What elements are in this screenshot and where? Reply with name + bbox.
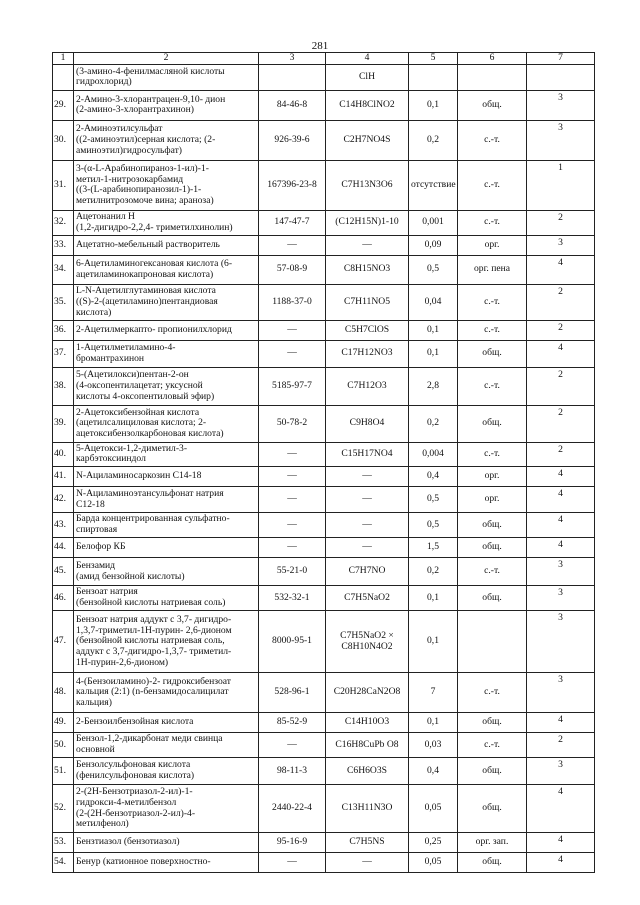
- table-row: [53, 90, 595, 120]
- cas-number-cell: 926-39-6: [259, 120, 326, 160]
- substance-name-line: (амид бензойной кислоты): [76, 570, 185, 582]
- table-row: [53, 442, 595, 466]
- hazard-class-cell: 4: [527, 785, 595, 833]
- hazard-class-cell: 3: [527, 673, 595, 713]
- table-row: [53, 513, 595, 538]
- harm-indicator-cell: общ.: [458, 785, 527, 833]
- hazard-class-cell: 3: [527, 235, 595, 255]
- limit-value-cell: 0,5: [409, 255, 458, 284]
- cas-number-cell: 8000-95-1: [259, 611, 326, 673]
- cas-number-cell: 50-78-2: [259, 405, 326, 442]
- row-number-cell: 48.: [53, 673, 74, 713]
- substance-name-cell: [74, 467, 259, 487]
- limit-value-cell: 0,2: [409, 120, 458, 160]
- table-row: [53, 758, 595, 785]
- formula-cell: C14H8ClNO2: [326, 90, 409, 120]
- row-number-cell: 30.: [53, 120, 74, 160]
- substance-name-cell: [74, 713, 259, 733]
- cas-number-cell: 55-21-0: [259, 558, 326, 586]
- substance-name-line: 5-(Ацетилокси)пентан-2-он: [76, 369, 189, 381]
- substance-name-line: Бензоат натрия: [76, 586, 138, 598]
- hazard-class-cell: 3: [527, 611, 595, 673]
- table-row: [53, 833, 595, 853]
- substance-name-line: бромантрахинон: [76, 352, 145, 364]
- limit-value-cell: [409, 64, 458, 90]
- substance-name-cell: [74, 284, 259, 320]
- cas-number-cell: —: [259, 853, 326, 873]
- row-number-cell: 53.: [53, 833, 74, 853]
- hazard-class-cell: 2: [527, 733, 595, 758]
- substance-name-line: карбэтоксииндол: [76, 453, 146, 465]
- cas-number-cell: 57-08-9: [259, 255, 326, 284]
- table-row: [53, 611, 595, 673]
- harm-indicator-cell: общ.: [458, 405, 527, 442]
- harm-indicator-cell: общ.: [458, 853, 527, 873]
- harm-indicator-cell: общ.: [458, 90, 527, 120]
- formula-cell: —: [326, 487, 409, 513]
- table-row: [53, 487, 595, 513]
- formula-cell: C5H7ClOS: [326, 320, 409, 340]
- substance-name-line: 2-Бензоилбензойная кислота: [76, 716, 194, 728]
- cas-number-cell: —: [259, 235, 326, 255]
- substance-name-line: 1Н-пурин-2,6-дионом): [76, 656, 169, 668]
- cas-number-cell: 5185-97-7: [259, 367, 326, 405]
- harm-indicator-cell: с.-т.: [458, 284, 527, 320]
- cas-number-cell: 84-46-8: [259, 90, 326, 120]
- formula-cell: C20H28CaN2O8: [326, 673, 409, 713]
- limit-value-cell: 0,1: [409, 713, 458, 733]
- cas-number-cell: 2440-22-4: [259, 785, 326, 833]
- row-number-cell: 29.: [53, 90, 74, 120]
- substance-name-line: N-Ациламиноэтансульфонат натрия: [76, 487, 224, 499]
- harm-indicator-cell: с.-т.: [458, 160, 527, 210]
- substance-name-cell: [74, 513, 259, 538]
- harm-indicator-cell: орг.: [458, 487, 527, 513]
- substance-name-line: (1,2-дигидро-2,2,4- триметилхинолин): [76, 221, 233, 233]
- cas-number-cell: 147-47-7: [259, 210, 326, 235]
- table-row: [53, 673, 595, 713]
- cas-number-cell: —: [259, 538, 326, 558]
- substance-name-line: спиртовая: [76, 524, 118, 536]
- substance-name-cell: [74, 120, 259, 160]
- formula-cell: C7H7NO: [326, 558, 409, 586]
- limit-value-cell: отсутствие: [409, 160, 458, 210]
- limit-value-cell: 0,5: [409, 487, 458, 513]
- harm-indicator-cell: с.-т.: [458, 210, 527, 235]
- table-row: [53, 558, 595, 586]
- hazard-class-cell: 1: [527, 160, 595, 210]
- formula-cell: —: [326, 467, 409, 487]
- hazard-class-cell: 4: [527, 853, 595, 873]
- cas-number-cell: 528-96-1: [259, 673, 326, 713]
- substance-name-cell: [74, 255, 259, 284]
- formula-cell: C15H17NO4: [326, 442, 409, 466]
- substance-name-line: Ацетонанил Н: [76, 211, 135, 222]
- row-number-cell: 41.: [53, 467, 74, 487]
- formula-cell: C7H13N3O6: [326, 160, 409, 210]
- row-number-cell: 46.: [53, 586, 74, 611]
- row-number-cell: 44.: [53, 538, 74, 558]
- substance-name-cell: [74, 586, 259, 611]
- limit-value-cell: 7: [409, 673, 458, 713]
- table-row: [53, 210, 595, 235]
- formula-cell: C7H11NO5: [326, 284, 409, 320]
- substance-name-cell: [74, 367, 259, 405]
- harm-indicator-cell: общ.: [458, 538, 527, 558]
- limit-value-cell: 0,03: [409, 733, 458, 758]
- substance-name-cell: [74, 758, 259, 785]
- substance-name-line: аминоэтил)гидросульфат): [76, 144, 183, 156]
- limit-value-cell: 0,25: [409, 833, 458, 853]
- substance-name-cell: [74, 733, 259, 758]
- harm-indicator-cell: орг.: [458, 235, 527, 255]
- limit-value-cell: 0,004: [409, 442, 458, 466]
- table-row: [53, 160, 595, 210]
- substance-name-line: Бензол-1,2-дикарбонат меди свинца: [76, 733, 223, 745]
- cas-number-cell: 85-52-9: [259, 713, 326, 733]
- table-row: [53, 538, 595, 558]
- row-number-cell: 36.: [53, 320, 74, 340]
- formula-cell: (C12H15N)1-10: [326, 210, 409, 235]
- cas-number-cell: 1188-37-0: [259, 284, 326, 320]
- harm-indicator-cell: с.-т.: [458, 442, 527, 466]
- limit-value-cell: 0,4: [409, 758, 458, 785]
- harm-indicator-cell: орг. пена: [458, 255, 527, 284]
- hazard-class-cell: 2: [527, 320, 595, 340]
- column-header: 3: [259, 53, 326, 65]
- limit-value-cell: 0,1: [409, 90, 458, 120]
- substance-name-cell: [74, 538, 259, 558]
- harm-indicator-cell: общ.: [458, 758, 527, 785]
- harm-indicator-cell: [458, 64, 527, 90]
- substance-name-line: кислота): [76, 306, 112, 318]
- substance-name-line: ацетоксибензолкарбоновая кислота): [76, 428, 224, 440]
- cas-number-cell: —: [259, 467, 326, 487]
- limit-value-cell: 0,1: [409, 340, 458, 367]
- substance-name-line: 3-(α-L-Арабинопираноз-1-ил)-1-: [76, 162, 209, 174]
- cas-number-cell: —: [259, 733, 326, 758]
- substance-name-line: метилфенол): [76, 818, 129, 830]
- hazard-class-cell: 2: [527, 367, 595, 405]
- cas-number-cell: —: [259, 513, 326, 538]
- cas-number-cell: —: [259, 340, 326, 367]
- substance-name-line: (бензойной кислоты натриевая соль,: [76, 635, 225, 647]
- hazard-class-cell: 4: [527, 487, 595, 513]
- harm-indicator-cell: общ.: [458, 513, 527, 538]
- table-header-row: [53, 53, 595, 65]
- cas-number-cell: —: [259, 320, 326, 340]
- formula-cell: —: [326, 235, 409, 255]
- formula-cell: ClH: [326, 64, 409, 90]
- hazard-class-cell: [527, 64, 595, 90]
- substance-name-line: метилнитрозомоче вина; араноза): [76, 194, 214, 206]
- substance-name-line: 1,3,7-триметил-1Н-пурин- 2,6-дионом: [76, 624, 232, 636]
- table-row: [53, 405, 595, 442]
- hazard-class-cell: 4: [527, 513, 595, 538]
- hazard-class-cell: 4: [527, 713, 595, 733]
- hazard-class-cell: 4: [527, 467, 595, 487]
- page-number: 281: [311, 40, 329, 52]
- limit-value-cell: 0,1: [409, 586, 458, 611]
- row-number-cell: 45.: [53, 558, 74, 586]
- row-number-cell: 50.: [53, 733, 74, 758]
- harm-indicator-cell: орг.: [458, 467, 527, 487]
- hazard-class-cell: 3: [527, 586, 595, 611]
- row-number-cell: 33.: [53, 235, 74, 255]
- column-header: 6: [458, 53, 527, 65]
- table-row: [53, 853, 595, 873]
- hazard-class-cell: 4: [527, 255, 595, 284]
- substance-name-line: Ацетатно-мебельный растворитель: [76, 238, 220, 250]
- formula-cell: C7H12O3: [326, 367, 409, 405]
- formula-cell: C16H8CuPb O8: [326, 733, 409, 758]
- row-number-cell: 52.: [53, 785, 74, 833]
- formula-cell: —: [326, 513, 409, 538]
- substance-name-line: кальция): [76, 697, 112, 709]
- row-number-cell: 43.: [53, 513, 74, 538]
- substance-name-line: Барда концентрированная сульфатно-: [76, 513, 230, 525]
- substance-name-cell: [74, 611, 259, 673]
- row-number-cell: 40.: [53, 442, 74, 466]
- row-number-cell: 34.: [53, 255, 74, 284]
- limit-value-cell: 0,5: [409, 513, 458, 538]
- substance-name-cell: [74, 160, 259, 210]
- formula-cell: —: [326, 853, 409, 873]
- substance-name-line: 2-Аминоэтилсульфат: [76, 123, 163, 135]
- harm-indicator-cell: общ.: [458, 713, 527, 733]
- row-number-cell: [53, 64, 74, 90]
- column-header: 1: [53, 53, 74, 65]
- row-number-cell: 54.: [53, 853, 74, 873]
- limit-value-cell: 1,5: [409, 538, 458, 558]
- substance-name-line: 5-Ацетокси-1,2-диметил-3-: [76, 442, 188, 454]
- substance-name-line: 2-Ацетоксибензойная кислота: [76, 406, 200, 418]
- formula-cell: C7H5NaO2: [326, 586, 409, 611]
- formula-cell: C7H5NS: [326, 833, 409, 853]
- substance-name-line: Бензтиазол (бензотиазол): [76, 836, 180, 848]
- substance-name-line: (4-оксопентилацетат; уксусной: [76, 379, 203, 391]
- limit-value-cell: 0,2: [409, 405, 458, 442]
- substance-name-cell: [74, 673, 259, 713]
- cas-number-cell: 95-16-9: [259, 833, 326, 853]
- formula-cell: C8H15NO3: [326, 255, 409, 284]
- harm-indicator-cell: с.-т.: [458, 733, 527, 758]
- hazard-class-cell: 4: [527, 340, 595, 367]
- substance-name-cell: [74, 64, 259, 90]
- hazard-class-cell: 2: [527, 442, 595, 466]
- substance-name-cell: [74, 340, 259, 367]
- row-number-cell: 38.: [53, 367, 74, 405]
- substance-name-cell: [74, 405, 259, 442]
- substance-name-cell: [74, 558, 259, 586]
- substance-name-line: 2-Ацетилмеркапто- пропионилхлорид: [76, 323, 232, 335]
- substance-name-cell: [74, 487, 259, 513]
- formula-cell: C9H8O4: [326, 405, 409, 442]
- harm-indicator-cell: орг. зап.: [458, 833, 527, 853]
- table-row: [53, 255, 595, 284]
- limit-value-cell: 0,05: [409, 785, 458, 833]
- substance-name-line: ((2-аминоэтил)серная кислота; (2-: [76, 133, 216, 145]
- table-row: [53, 120, 595, 160]
- cas-number-cell: 167396-23-8: [259, 160, 326, 210]
- substance-name-line: (2-(2Н-бензотриазол-2-ил)-4-: [76, 807, 196, 819]
- substance-name-line: ацетиламинокапроновая кислота): [76, 268, 214, 280]
- harm-indicator-cell: с.-т.: [458, 320, 527, 340]
- formula-cell: C2H7NO4S: [326, 120, 409, 160]
- substance-name-line: ((S)-2-(ацетиламино)пентандиовая: [76, 295, 218, 307]
- hazard-class-cell: 2: [527, 405, 595, 442]
- row-number-cell: 37.: [53, 340, 74, 367]
- formula-cell: C6H6O3S: [326, 758, 409, 785]
- column-header: 7: [527, 53, 595, 65]
- substance-name-cell: [74, 833, 259, 853]
- row-number-cell: 51.: [53, 758, 74, 785]
- substance-name-line: 6-Ацетиламиногексановая кислота (6-: [76, 258, 233, 269]
- substance-name-line: С12-18: [76, 498, 105, 510]
- row-number-cell: 31.: [53, 160, 74, 210]
- row-number-cell: 49.: [53, 713, 74, 733]
- table-row: [53, 64, 595, 90]
- formula-cell: C14H10O3: [326, 713, 409, 733]
- hazard-class-cell: 4: [527, 538, 595, 558]
- substance-name-line: 1-Ацетилметиламино-4-: [76, 342, 176, 353]
- substance-name-line: 4-(Бензоиламино)-2- гидроксибензоат: [76, 675, 231, 687]
- column-header: 2: [74, 53, 259, 65]
- formula-cell: C13H11N3O: [326, 785, 409, 833]
- limit-value-cell: 0,04: [409, 284, 458, 320]
- harm-indicator-cell: с.-т.: [458, 558, 527, 586]
- limit-value-cell: 0,2: [409, 558, 458, 586]
- limit-value-cell: 2,8: [409, 367, 458, 405]
- cas-number-cell: —: [259, 487, 326, 513]
- limit-value-cell: 0,1: [409, 611, 458, 673]
- substance-name-cell: [74, 785, 259, 833]
- harm-indicator-cell: [458, 611, 527, 673]
- substance-name-line: гидрокси-4-метилбензол: [76, 796, 177, 808]
- substance-name-cell: [74, 853, 259, 873]
- hazard-class-cell: 3: [527, 90, 595, 120]
- hazard-class-cell: 2: [527, 284, 595, 320]
- substance-name-line: Белофор КБ: [76, 541, 126, 553]
- cas-number-cell: —: [259, 442, 326, 466]
- harm-indicator-cell: общ.: [458, 340, 527, 367]
- substance-name-line: кальция (2:1) (n-бензамидосалицилат: [76, 686, 229, 698]
- limit-value-cell: 0,05: [409, 853, 458, 873]
- table-row: [53, 340, 595, 367]
- cas-number-cell: [259, 64, 326, 90]
- substance-name-cell: [74, 235, 259, 255]
- substance-name-line: основной: [76, 744, 115, 756]
- substance-name-line: 2-(2Н-Бензотриазол-2-ил)-1-: [76, 786, 193, 798]
- cas-number-cell: 532-32-1: [259, 586, 326, 611]
- limit-value-cell: 0,09: [409, 235, 458, 255]
- substance-name-line: (бензойной кислоты натриевая соль): [76, 597, 226, 609]
- harm-indicator-cell: с.-т.: [458, 120, 527, 160]
- hazard-class-cell: 3: [527, 558, 595, 586]
- hazard-class-cell: 3: [527, 758, 595, 785]
- substance-name-cell: [74, 320, 259, 340]
- substance-name-cell: [74, 90, 259, 120]
- column-header: 5: [409, 53, 458, 65]
- substance-name-cell: [74, 210, 259, 235]
- table-row: [53, 785, 595, 833]
- hazard-class-cell: 4: [527, 833, 595, 853]
- substance-name-cell: [74, 442, 259, 466]
- table-row: [53, 235, 595, 255]
- hazard-class-cell: 3: [527, 120, 595, 160]
- limit-value-cell: 0,1: [409, 320, 458, 340]
- cas-number-cell: 98-11-3: [259, 758, 326, 785]
- formula-cell: C17H12NO3: [326, 340, 409, 367]
- substance-name-line: L-N-Ацетилглутаминовая кислота: [76, 285, 216, 297]
- formula-cell: C7H5NaO2 × C8H10N4O2: [326, 611, 409, 673]
- substance-name-line: N-Ациламиносаркозин С14-18: [76, 470, 202, 482]
- formula-cell: —: [326, 538, 409, 558]
- row-number-cell: 32.: [53, 210, 74, 235]
- table-row: [53, 467, 595, 487]
- row-number-cell: 35.: [53, 284, 74, 320]
- substance-name-line: (3-амино-4-фенилмасляной кислоты: [76, 65, 225, 77]
- limit-value-cell: 0,001: [409, 210, 458, 235]
- substance-name-line: Бензоат натрия аддукт с 3,7- дигидро-: [76, 613, 232, 625]
- table-row: [53, 586, 595, 611]
- substance-name-line: метил-1-нитрозокарбамид: [76, 173, 184, 185]
- substance-name-line: аддукт с 3,7-дигидро-1,3,7- триметил-: [76, 646, 232, 658]
- substance-name-line: кислоты 4-оксопентиловый эфир): [76, 390, 215, 402]
- substance-name-line: гидрохлорид): [76, 76, 132, 88]
- harm-indicator-cell: общ.: [458, 586, 527, 611]
- table-row: [53, 733, 595, 758]
- harm-indicator-cell: с.-т.: [458, 673, 527, 713]
- row-number-cell: 42.: [53, 487, 74, 513]
- row-number-cell: 39.: [53, 405, 74, 442]
- hazard-class-cell: 2: [527, 210, 595, 235]
- table-row: [53, 284, 595, 320]
- substance-name-line: Бенур (катионное поверхностно-: [76, 856, 211, 868]
- substance-name-line: Бензамид: [76, 559, 116, 571]
- substance-name-line: ((3-(L-арабинопиранозил-1)-1-: [76, 184, 202, 196]
- limit-value-cell: 0,4: [409, 467, 458, 487]
- column-header: 4: [326, 53, 409, 65]
- substance-name-line: (2-амино-3-хлорантрахинон): [76, 104, 194, 116]
- row-number-cell: 47.: [53, 611, 74, 673]
- substance-name-line: (фенилсульфоновая кислота): [76, 770, 195, 782]
- substance-name-line: (ацетилсалициловая кислота; 2-: [76, 417, 207, 429]
- substances-table: [52, 52, 595, 873]
- substance-name-line: Бензолсульфоновая кислота: [76, 759, 191, 771]
- table-row: [53, 320, 595, 340]
- table-row: [53, 367, 595, 405]
- table-row: [53, 713, 595, 733]
- substance-name-line: 2-Амино-3-хлорантрацен-9,10- дион: [76, 93, 226, 105]
- harm-indicator-cell: с.-т.: [458, 367, 527, 405]
